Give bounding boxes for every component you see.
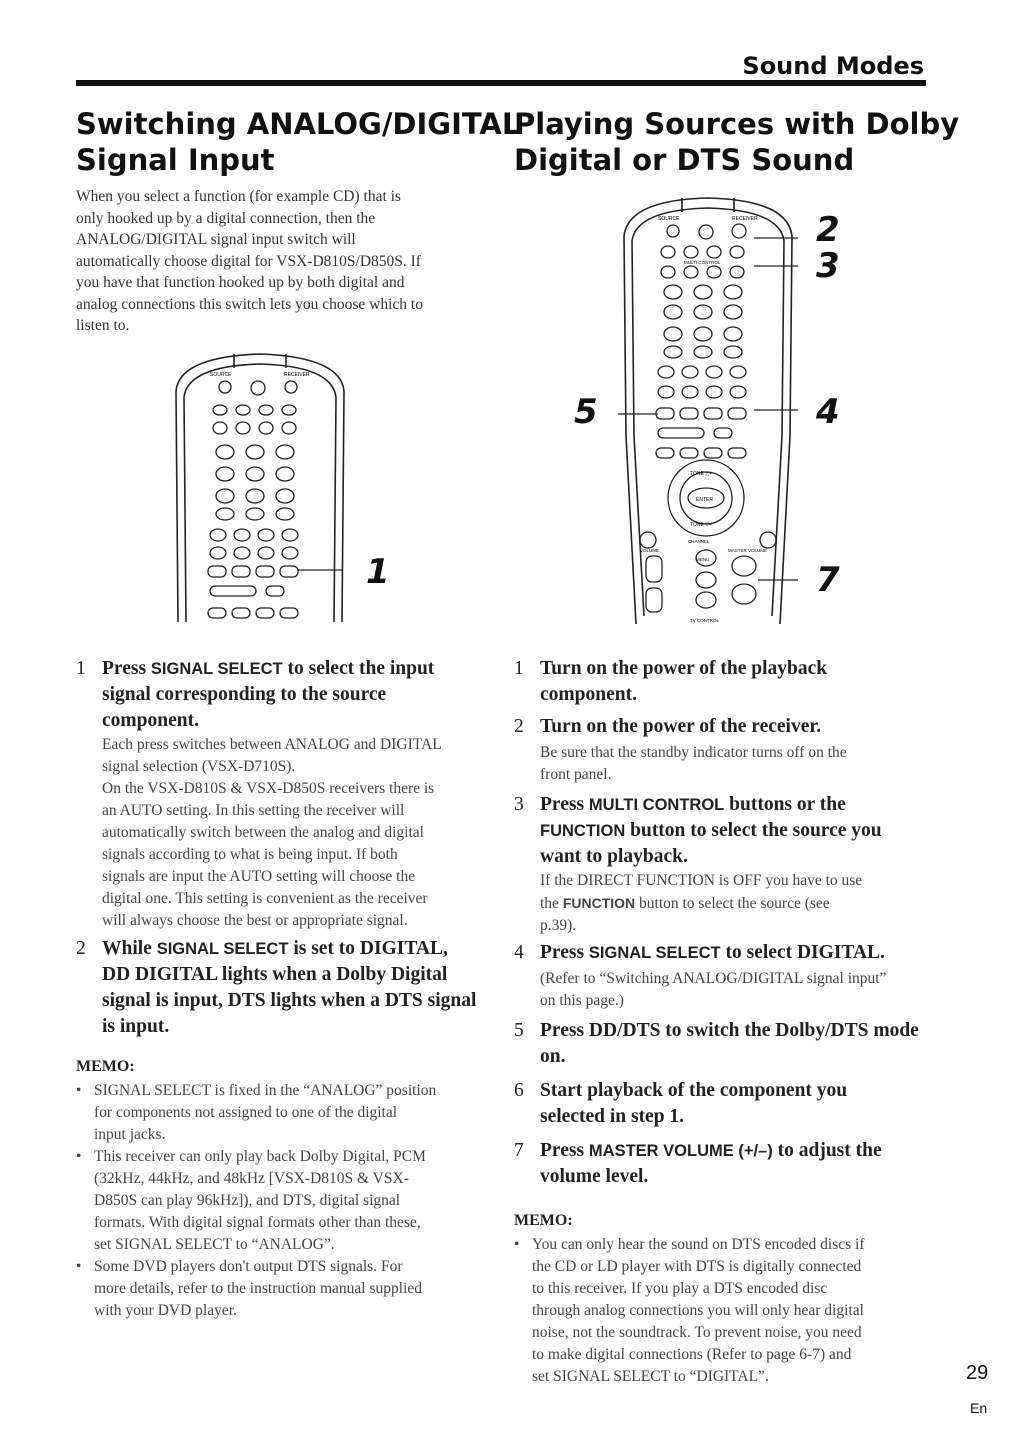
step-number: 2	[514, 716, 524, 737]
left-intro	[76, 186, 496, 337]
intro-line: analog connections this switch lets you choose which to	[76, 295, 423, 313]
right-step-2-body	[540, 742, 940, 786]
body-line: p.39).	[540, 917, 577, 934]
step-text: is input.	[102, 1016, 170, 1037]
step-number: 7	[514, 1140, 524, 1161]
step-text: component.	[540, 684, 637, 705]
right-heading-line2: Digital or DTS Sound	[514, 143, 855, 177]
memo-line: • You can only hear the sound on DTS encoded discs if	[532, 1236, 865, 1253]
left-step-1	[76, 656, 516, 734]
step-text: on.	[540, 1046, 566, 1067]
right-step-2	[514, 714, 944, 740]
left-heading-line1: Switching ANALOG/DIGITAL	[76, 107, 521, 141]
callout-3: 3	[816, 246, 840, 286]
body-line: an AUTO setting. In this setting the receiver will	[102, 802, 405, 819]
remote-tone-down-label: TONE ▽–	[690, 522, 712, 528]
left-memo-item	[76, 1080, 504, 1146]
memo-line: for components not assigned to one of the digital	[94, 1104, 398, 1121]
memo-line: • This receiver can only play back Dolby Digital, PCM	[94, 1148, 426, 1165]
step-text: buttons or the	[724, 794, 846, 815]
step-text: button to select the source you	[625, 820, 882, 841]
header-rule	[76, 80, 926, 86]
right-step-7	[514, 1138, 944, 1190]
remote-illustration-right	[618, 196, 798, 628]
remote-volume-label: VOLUME	[640, 548, 660, 553]
memo-line: noise, not the soundtrack. To prevent noise, you need	[532, 1324, 862, 1341]
step-key-label: MULTI CONTROL	[588, 796, 725, 814]
memo-line: more details, refer to the instruction manual supplied	[94, 1280, 422, 1297]
right-heading	[514, 106, 959, 178]
body-line: automatically switch between the analog and digital	[102, 824, 424, 841]
intro-line: listen to.	[76, 317, 130, 334]
left-memo-item	[76, 1256, 504, 1322]
remote-channel-label: CHANNEL	[688, 539, 710, 544]
body-line: On the VSX-D810S & VSX-D850S receivers there is	[102, 780, 435, 797]
step-text: Press	[540, 942, 589, 963]
intro-line: only hooked up by a digital connection, then the	[76, 209, 376, 227]
step-text: Turn on the power of the receiver.	[540, 716, 822, 737]
step-text: is set to DIGITAL,	[288, 938, 448, 959]
remote-illustration-left	[170, 352, 350, 624]
right-heading-line1: Playing Sources with Dolby	[514, 107, 960, 141]
step-key-label: SIGNAL SELECT	[150, 660, 283, 678]
memo-line: • SIGNAL SELECT is fixed in the “ANALOG” position	[94, 1082, 437, 1099]
right-step-3	[514, 792, 944, 870]
step-text: volume level.	[540, 1166, 649, 1187]
step-text: Start playback of the component you	[540, 1080, 848, 1101]
body-line: signal selection (VSX-D710S).	[102, 758, 296, 775]
remote-master-volume-label: MASTER VOLUME	[728, 548, 768, 553]
right-step-3-body	[540, 870, 940, 937]
callout-5: 5	[574, 392, 598, 432]
step-text: Press	[540, 794, 589, 815]
right-memo-item	[514, 1234, 952, 1388]
right-step-4-body	[540, 968, 940, 1012]
step-text: Press	[540, 1140, 589, 1161]
left-step-2	[76, 936, 516, 1040]
section-header-title: Sound Modes	[742, 52, 924, 80]
step-text: selected in step 1.	[540, 1106, 685, 1127]
step-number: 1	[514, 658, 524, 679]
right-memo-heading: MEMO:	[514, 1212, 573, 1229]
memo-line: the CD or LD player with DTS is digitally connected	[532, 1258, 862, 1275]
intro-line: ANALOG/DIGITAL signal input switch will	[76, 231, 356, 248]
step-text: to select the input	[282, 658, 435, 679]
callout-2: 2	[816, 210, 840, 250]
right-step-1	[514, 656, 944, 708]
memo-line: • Some DVD players don't output DTS signals. For	[94, 1258, 403, 1275]
step-number: 4	[514, 942, 524, 963]
step-text: component.	[102, 710, 199, 731]
step-text: Turn on the power of the playback	[540, 658, 828, 679]
step-text: DD DIGITAL lights when a Dolby Digital	[102, 964, 448, 985]
body-line: signals are input the AUTO setting will choose the	[102, 868, 416, 885]
callout-7: 7	[816, 560, 840, 600]
memo-line: through analog connections you will only hear digital	[532, 1302, 864, 1319]
left-heading	[76, 106, 520, 178]
body-line: on this page.)	[540, 992, 624, 1009]
step-text: While	[102, 938, 157, 959]
body-key-label: FUNCTION	[562, 895, 636, 911]
remote-receiver-label: RECEIVER	[284, 372, 310, 378]
step-text: signal corresponding to the source	[102, 684, 387, 705]
remote-tone-up-label: TONE △+	[690, 471, 712, 477]
step-text: to adjust the	[772, 1140, 882, 1161]
memo-line: input jacks.	[94, 1126, 166, 1143]
body-text: button to select the source (see	[635, 895, 830, 912]
step-key-label: MASTER VOLUME (+/–)	[588, 1142, 773, 1160]
callout-1: 1	[366, 552, 390, 592]
remote-enter-label: ENTER	[696, 497, 713, 503]
body-line: If the DIRECT FUNCTION is OFF you have to use	[540, 872, 863, 889]
memo-line: D850S can play 96kHz]), and DTS, digital signal	[94, 1192, 401, 1209]
remote-receiver-label: RECEIVER	[732, 216, 758, 222]
right-step-4	[514, 940, 944, 966]
memo-line: formats. With digital signal formats other than these,	[94, 1214, 421, 1231]
step-text: Press DD/DTS to switch the Dolby/DTS mode	[540, 1020, 919, 1041]
right-step-5	[514, 1018, 944, 1070]
remote-tv-control-label: TV CONTROL	[690, 618, 720, 623]
memo-line: to this receiver. If you play a DTS encoded disc	[532, 1280, 828, 1297]
memo-line: with your DVD player.	[94, 1302, 237, 1319]
intro-line: When you select a function (for example CD) that is	[76, 188, 401, 205]
page-number: 29	[966, 1362, 989, 1384]
step-text: to select DIGITAL.	[720, 942, 885, 963]
body-line: digital one. This setting is convenient as the receiver	[102, 890, 428, 907]
step-number: 1	[76, 658, 86, 679]
body-line: will always choose the best or appropriate signal.	[102, 912, 408, 929]
body-line: front panel.	[540, 766, 612, 783]
step-number: 2	[76, 938, 86, 959]
left-memo-heading: MEMO:	[76, 1058, 135, 1075]
body-line: Each press switches between ANALOG and DIGITAL	[102, 736, 442, 753]
intro-line: automatically choose digital for VSX-D810S/D850S. If	[76, 252, 421, 270]
remote-menu-label: MENU	[696, 557, 710, 562]
step-text: Press	[102, 658, 151, 679]
left-memo-item	[76, 1146, 504, 1256]
step-text: signal is input, DTS lights when a DTS signal	[102, 990, 477, 1011]
body-line: Be sure that the standby indicator turns off on the	[540, 744, 847, 761]
memo-line: set SIGNAL SELECT to “DIGITAL”.	[532, 1368, 769, 1385]
step-number: 6	[514, 1080, 524, 1101]
right-step-6	[514, 1078, 944, 1130]
memo-line: set SIGNAL SELECT to “ANALOG”.	[94, 1236, 335, 1253]
step-number: 5	[514, 1020, 524, 1041]
intro-line: you have that function hooked up by both digital and	[76, 274, 405, 291]
body-line: signals according to what is being input. If both	[102, 846, 398, 863]
remote-source-label: SOURCE	[658, 216, 680, 222]
remote-multi-control-label: MULTI CONTROL	[684, 260, 721, 265]
page-language: En	[970, 1400, 988, 1416]
body-text: the	[540, 895, 563, 912]
step-key-label: FUNCTION	[540, 822, 626, 840]
body-line: (Refer to “Switching ANALOG/DIGITAL signal input”	[540, 970, 887, 987]
step-key-label: SIGNAL SELECT	[156, 940, 289, 958]
callout-4: 4	[816, 392, 840, 432]
left-step-1-body	[102, 734, 502, 932]
left-heading-line2: Signal Input	[76, 143, 275, 177]
remote-source-label: SOURCE	[210, 372, 232, 378]
memo-line: to make digital connections (Refer to page 6-7) and	[532, 1346, 852, 1363]
step-number: 3	[514, 794, 524, 815]
step-text: want to playback.	[540, 846, 688, 867]
step-key-label: SIGNAL SELECT	[588, 944, 721, 962]
memo-line: (32kHz, 44kHz, and 48kHz [VSX-D810S & VSX-	[94, 1170, 409, 1187]
